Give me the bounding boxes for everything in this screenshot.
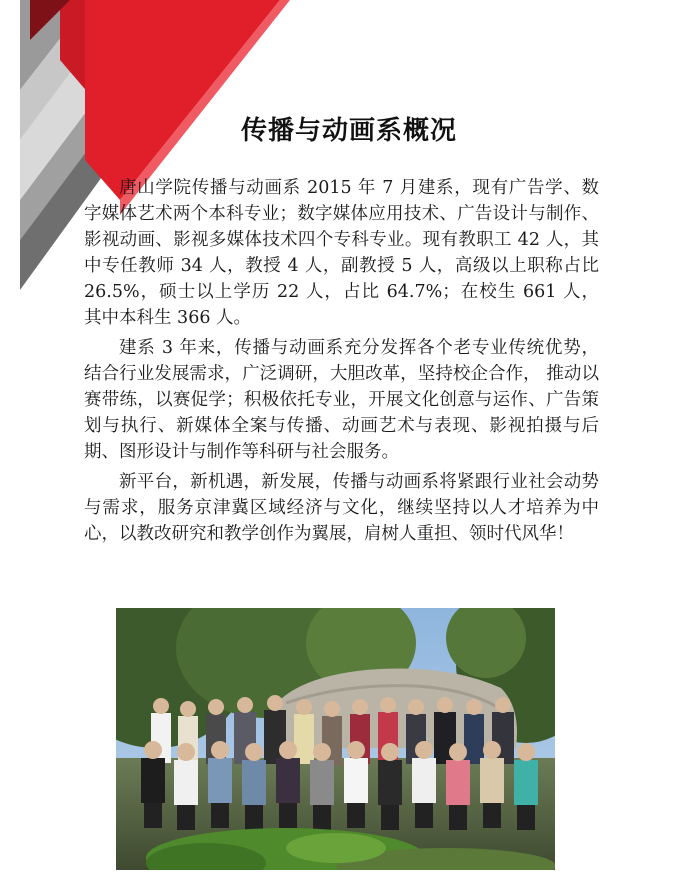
group-photo xyxy=(116,608,555,870)
page-title: 传播与动画系概况 xyxy=(240,116,457,146)
paragraph-3: 新平台，新机遇，新发展，传播与动画系将紧跟行业社会动势与需求，服务京津冀区域经济与文化，继续坚持以人才培养为中心，以教改研究和教学创作为翼展，肩树人重担、领时代风华！ xyxy=(84,472,599,544)
paragraph-1: 唐山学院传播与动画系 2015 年 7 月建系，现有广告学、数字媒体艺术两个本科专业；数字媒体应用技术、广告设计与制作、影视动画、影视多媒体技术四个专科专业。现有教职工 42 人，其中专任教师 34 人，教授 4 人，副教授 5 人，高级以上职称占比 26.5%，硕士以上学历 22 人，占比 64.7%；在校生 661 人， 其中本科生 366 人。 xyxy=(84,178,599,328)
paragraph-2: 建系 3 年来，传播与动画系充分发挥各个老专业传统优势， 结合行业发展需求，广泛调研，大胆改革，坚持校企合作， 推动以赛带练，以赛促学；积极依托专业，开展文化创意与运作、广告策划与执行、新媒体全案与传播、动画艺术与表现、影视拍摄与后期、图形设计与制作等科研与社会服务。 xyxy=(84,338,599,462)
group-photo-illustration xyxy=(116,608,555,870)
body-text xyxy=(84,175,599,551)
